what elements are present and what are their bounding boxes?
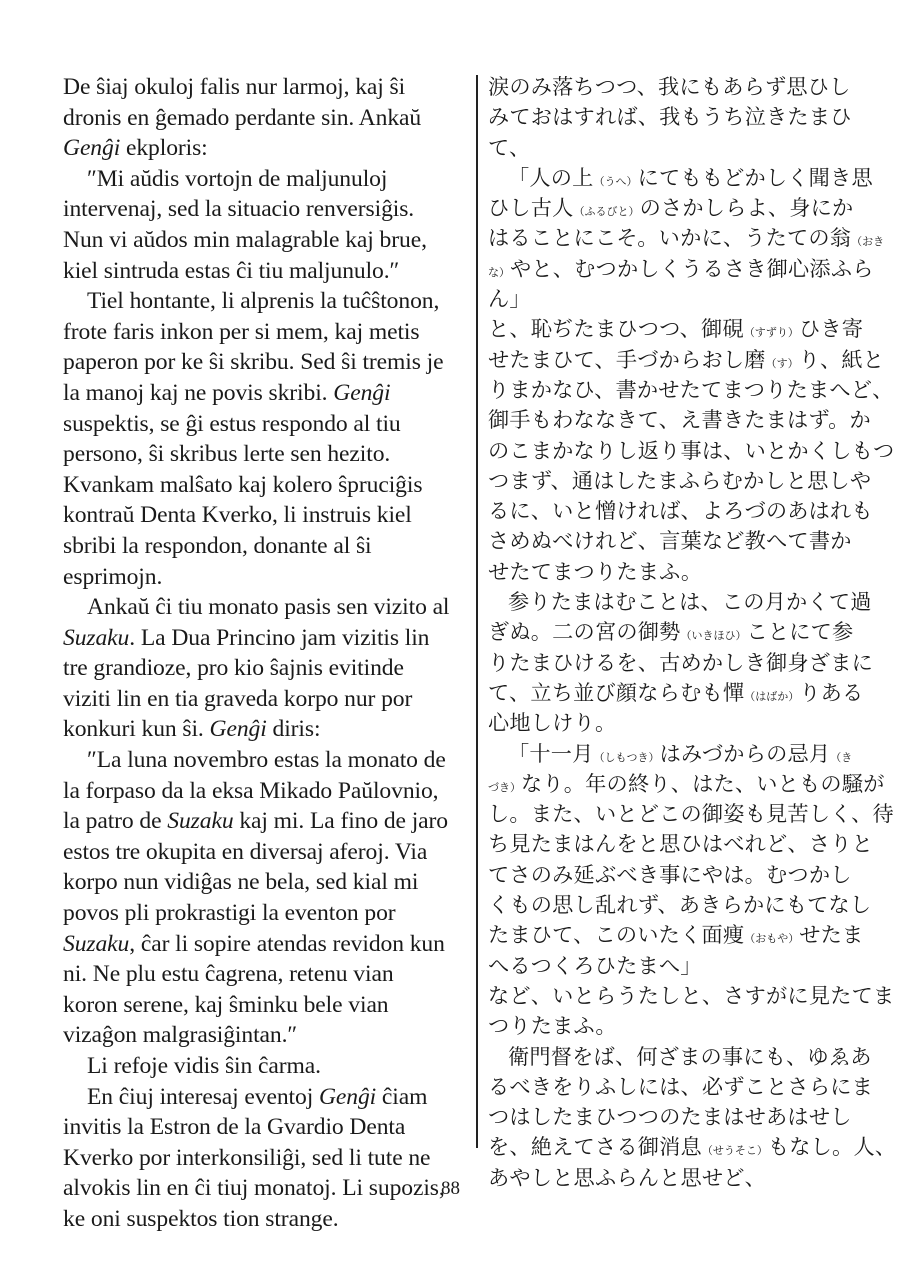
text-segment: la forpaso da la eksa Mikado Paŭlovnio,	[63, 777, 439, 804]
text-line	[488, 223, 885, 253]
text-line	[488, 284, 858, 314]
text-line	[488, 860, 858, 890]
text-line	[488, 1072, 873, 1102]
text-segment: esprimojn.	[63, 563, 163, 590]
text-segment: ち見たまはんをと思ひはべれど、さりと	[488, 831, 873, 857]
text-line	[488, 102, 858, 132]
furigana-reading: （はばか）	[744, 689, 800, 703]
text-segment: あやしと思ふらんと思せど、	[488, 1164, 767, 1190]
text-segment: invitis la Estron de la Gvardio Denta	[63, 1114, 406, 1141]
text-line	[488, 193, 858, 223]
text-line	[488, 163, 873, 193]
furigana-reading: （いきほひ）	[680, 629, 747, 643]
text-line	[488, 708, 858, 738]
text-segment: ″La luna novembro estas la monato de	[87, 747, 446, 774]
text-line	[488, 678, 864, 708]
text-segment: など、いとらうたしと、さすがに見たてま	[488, 982, 895, 1008]
text-segment: ke oni suspektos tion strange.	[63, 1205, 339, 1232]
text-segment: alvokis lin en ĉi tiuj monatoj. Li supozis,	[63, 1175, 445, 1202]
text-segment: を、絶えてさる御消息	[488, 1134, 702, 1160]
text-segment: De ŝiaj okuloj falis nur larmoj, kaj ŝi	[63, 74, 406, 100]
text-segment: 参りたまはむことは、この月かくて過	[508, 589, 872, 615]
text-segment: diris:	[266, 716, 321, 743]
text-line	[488, 1102, 858, 1132]
text-segment: て、	[488, 134, 531, 160]
text-line	[63, 72, 471, 103]
text-line	[63, 378, 471, 409]
furigana-reading: （しもつき）	[593, 750, 660, 764]
text-segment: Kverko por interkonsiliĝi, sed li tute ne	[63, 1144, 431, 1171]
text-line	[488, 890, 872, 920]
text-line	[63, 714, 471, 745]
text-segment: povos pli prokrastigi la eventon por	[63, 900, 396, 927]
text-segment: のさかしらよ、身にか	[639, 195, 854, 221]
text-segment: るに、いと憎ければ、よろづのあはれも	[488, 498, 873, 524]
text-line	[488, 496, 873, 526]
text-line	[63, 409, 471, 440]
text-line	[63, 867, 471, 898]
text-segment: と、恥ぢたまひつつ、御硯	[488, 316, 744, 342]
text-line	[488, 314, 864, 344]
text-segment: つりたまふ。	[488, 1013, 617, 1039]
text-line	[488, 739, 858, 769]
text-segment: へるつくろひたまへ」	[488, 952, 702, 978]
text-segment: つまず、通はしたまふらむかしと思しや	[488, 467, 872, 493]
furigana-reading: （ふるびと）	[573, 205, 640, 219]
text-line	[488, 981, 895, 1011]
text-line	[63, 286, 471, 317]
text-line	[63, 776, 471, 807]
column-divider	[476, 75, 478, 1148]
text-segment: はることにこそ。いかに、うたての翁	[488, 225, 852, 251]
text-segment: たまひて、このいたく面痩	[488, 922, 745, 948]
text-line	[488, 526, 858, 556]
text-line	[63, 1051, 471, 1082]
text-line	[63, 133, 471, 164]
text-line	[63, 531, 471, 562]
text-segment: Nun vi aŭdos min malagrable kaj brue,	[63, 226, 427, 253]
text-line	[63, 837, 471, 868]
text-segment: ん」	[488, 286, 531, 312]
text-line	[488, 799, 894, 829]
italic-name: Genĝi	[63, 135, 121, 162]
text-line	[63, 194, 471, 225]
esperanto-text-column	[63, 72, 471, 1235]
text-segment: し。また、いとどこの御姿も見苦しく、待	[488, 801, 894, 827]
italic-name: Genĝi	[333, 379, 391, 406]
text-segment: 御手もわななきて、え書きたまはず。か	[488, 407, 871, 433]
text-line	[63, 623, 471, 654]
text-segment: せたま	[799, 922, 864, 948]
text-segment: korpo nun vidiĝas ne bela, sed kial mi	[63, 869, 419, 896]
text-line	[63, 500, 471, 531]
text-line	[63, 103, 471, 134]
text-line	[63, 929, 471, 960]
text-segment: konkuri kun ŝi.	[63, 716, 210, 743]
italic-name: Suzaku	[63, 624, 130, 651]
text-line	[63, 256, 471, 287]
text-line	[63, 1112, 471, 1143]
text-segment: kontraŭ Denta Kverko, li instruis kiel	[63, 502, 412, 529]
text-line	[63, 990, 471, 1021]
text-line	[488, 405, 871, 435]
text-line	[488, 587, 872, 617]
text-segment: dronis en ĝemado perdante sin. Ankaŭ	[63, 104, 422, 131]
text-segment: koron serene, kaj ŝminku bele vian	[63, 991, 389, 1018]
text-segment: り、紙と	[798, 346, 885, 372]
text-segment: くもの思し乱れず、あきらかにもてなし	[488, 892, 872, 918]
text-segment: てさのみ延ぶべき事にやは。むつかし	[488, 861, 852, 887]
furigana-reading: （うへ）	[593, 174, 638, 188]
text-line	[63, 684, 471, 715]
italic-name: Suzaku	[167, 808, 234, 835]
text-line	[488, 345, 885, 375]
text-segment: のこまかなりし返り事は、いとかくしもつ	[488, 437, 895, 463]
text-line	[63, 225, 471, 256]
text-segment: て、立ち並び顔ならむも憚	[488, 679, 745, 705]
text-segment: ĉiam	[376, 1083, 428, 1110]
text-line	[488, 375, 894, 405]
text-segment: tre grandioze, pro kio ŝajnis evitinde	[63, 655, 404, 682]
text-segment: kiel sintruda estas ĉi tiu maljunulo.″	[63, 257, 400, 284]
text-segment: せたてまつりたまふ。	[488, 558, 703, 584]
page-number: 88	[441, 1178, 460, 1199]
text-line	[488, 72, 858, 102]
text-line	[488, 1132, 897, 1162]
text-line	[488, 1042, 872, 1072]
text-segment: るべきをりふしには、必ずことさらにま	[488, 1073, 873, 1099]
text-segment: ひし古人	[488, 195, 574, 221]
furigana-reading: （おき	[851, 235, 885, 249]
text-line	[63, 439, 471, 470]
text-segment: なり。年の終り、はた、いともの騒が	[521, 770, 885, 796]
text-line	[63, 592, 471, 623]
text-line	[488, 648, 873, 678]
text-line	[63, 1143, 471, 1174]
text-line	[488, 557, 858, 587]
text-line	[63, 653, 471, 684]
text-segment: intervenaj, sed la situacio renversiĝis.	[63, 196, 415, 223]
text-segment: Kvankam malŝato kaj kolero ŝpruciĝis	[63, 471, 423, 498]
text-segment: viziti lin en tia graveda korpo nur por	[63, 685, 413, 712]
text-segment: りたまひけるを、古めかしき御身ざまに	[488, 649, 873, 675]
japanese-text-column	[488, 72, 897, 1193]
text-segment: 「人の上	[508, 164, 594, 190]
text-line	[63, 898, 471, 929]
text-segment: ひき寄	[798, 316, 864, 342]
text-segment: Tiel hontante, li alprenis la tuĉŝtonon,	[87, 288, 440, 315]
italic-name: Genĝi	[318, 1083, 377, 1110]
text-line	[488, 951, 858, 981]
furigana-reading: （すずり）	[743, 326, 799, 340]
text-segment: Ankaŭ ĉi tiu monato pasis sen vizito al	[87, 594, 450, 621]
text-line	[488, 436, 895, 466]
italic-name: Genĝi	[209, 716, 267, 743]
text-segment: 「十一月	[508, 740, 594, 766]
text-line	[63, 317, 471, 348]
text-segment: la manoj kaj ne povis skribi.	[63, 379, 334, 406]
text-segment: 衛門督をば、何ざまの事にも、ゆゑあ	[508, 1043, 872, 1069]
italic-name: Suzaku	[63, 930, 130, 957]
text-segment: persono, ŝi skribus lerte sen hezito.	[63, 441, 391, 468]
text-line	[63, 806, 471, 837]
text-line	[63, 562, 471, 593]
text-segment: やと、むつかしくうるさき御心添ふら	[510, 255, 874, 281]
text-line	[63, 1082, 471, 1113]
text-segment: 心地しけり。	[488, 710, 617, 736]
text-segment: さめぬべけれど、言葉など教へて書か	[488, 528, 852, 554]
text-line	[488, 133, 858, 163]
text-segment: la patro de	[63, 808, 168, 835]
text-line	[488, 769, 885, 799]
text-segment: せたまひて、手づからおし磨	[488, 346, 766, 372]
text-line	[488, 829, 873, 859]
text-line	[63, 1204, 471, 1235]
text-segment: ni. Ne plu estu ĉagrena, retenu vian	[63, 961, 394, 988]
furigana-reading: （おもや）	[744, 932, 800, 946]
text-segment: みておはすれば、我もうち泣きたまひ	[488, 104, 852, 130]
text-segment: En ĉiuj interesaj eventoj	[87, 1083, 319, 1110]
text-segment: はみづからの忌月	[659, 740, 831, 766]
text-line	[488, 617, 858, 647]
furigana-reading: づき）	[488, 780, 521, 794]
text-segment: りある	[799, 679, 864, 705]
text-segment: もなし。人、	[767, 1134, 897, 1160]
text-segment: ekploris:	[120, 135, 208, 162]
text-segment: にてももどかしく聞き思	[637, 164, 873, 190]
text-line	[63, 470, 471, 501]
text-segment: ぎぬ。二の宮の御勢	[488, 619, 681, 645]
text-line	[63, 164, 471, 195]
text-segment: つはしたまひつつのたまはせあはせし	[488, 1104, 852, 1130]
text-segment: ″Mi aŭdis vortojn de maljunuloj	[87, 165, 388, 192]
text-line	[488, 1011, 858, 1041]
text-line	[488, 254, 874, 284]
furigana-reading: な）	[488, 265, 510, 279]
text-segment: . La Dua Princino jam vizitis lin	[129, 624, 430, 651]
text-line	[63, 959, 471, 990]
text-segment: suspektis, se ĝi estus respondo al tiu	[63, 410, 401, 437]
text-segment: vizaĝon malgrasiĝintan.″	[63, 1022, 298, 1049]
text-segment: ことにて参	[746, 619, 854, 645]
text-line	[63, 745, 471, 776]
text-segment: りまかなひ、書かせたてまつりたまへど、	[488, 376, 894, 402]
text-line	[63, 347, 471, 378]
text-segment: frote faris inkon per si mem, kaj metis	[63, 318, 420, 345]
text-segment: paperon por ke ŝi skribu. Sed ŝi tremis je	[63, 349, 444, 376]
text-segment: sbribi la respondon, donante al ŝi	[63, 532, 372, 559]
text-line	[488, 466, 872, 496]
text-segment: kaj mi. La fino de jaro	[233, 808, 448, 835]
text-line	[488, 920, 864, 950]
furigana-reading: （せうそこ）	[701, 1144, 768, 1158]
text-segment: Li refoje vidis ŝin ĉarma.	[87, 1053, 321, 1079]
text-line	[63, 1020, 471, 1051]
text-segment: 涙のみ落ちつつ、我にもあらず思ひし	[488, 74, 851, 99]
furigana-reading: （す）	[765, 356, 799, 370]
text-segment: estos tre okupita en diversaj aferoj. Via	[63, 838, 428, 865]
furigana-reading: （き	[830, 750, 853, 764]
text-segment: , ĉar li sopire atendas revidon kun	[129, 930, 445, 957]
